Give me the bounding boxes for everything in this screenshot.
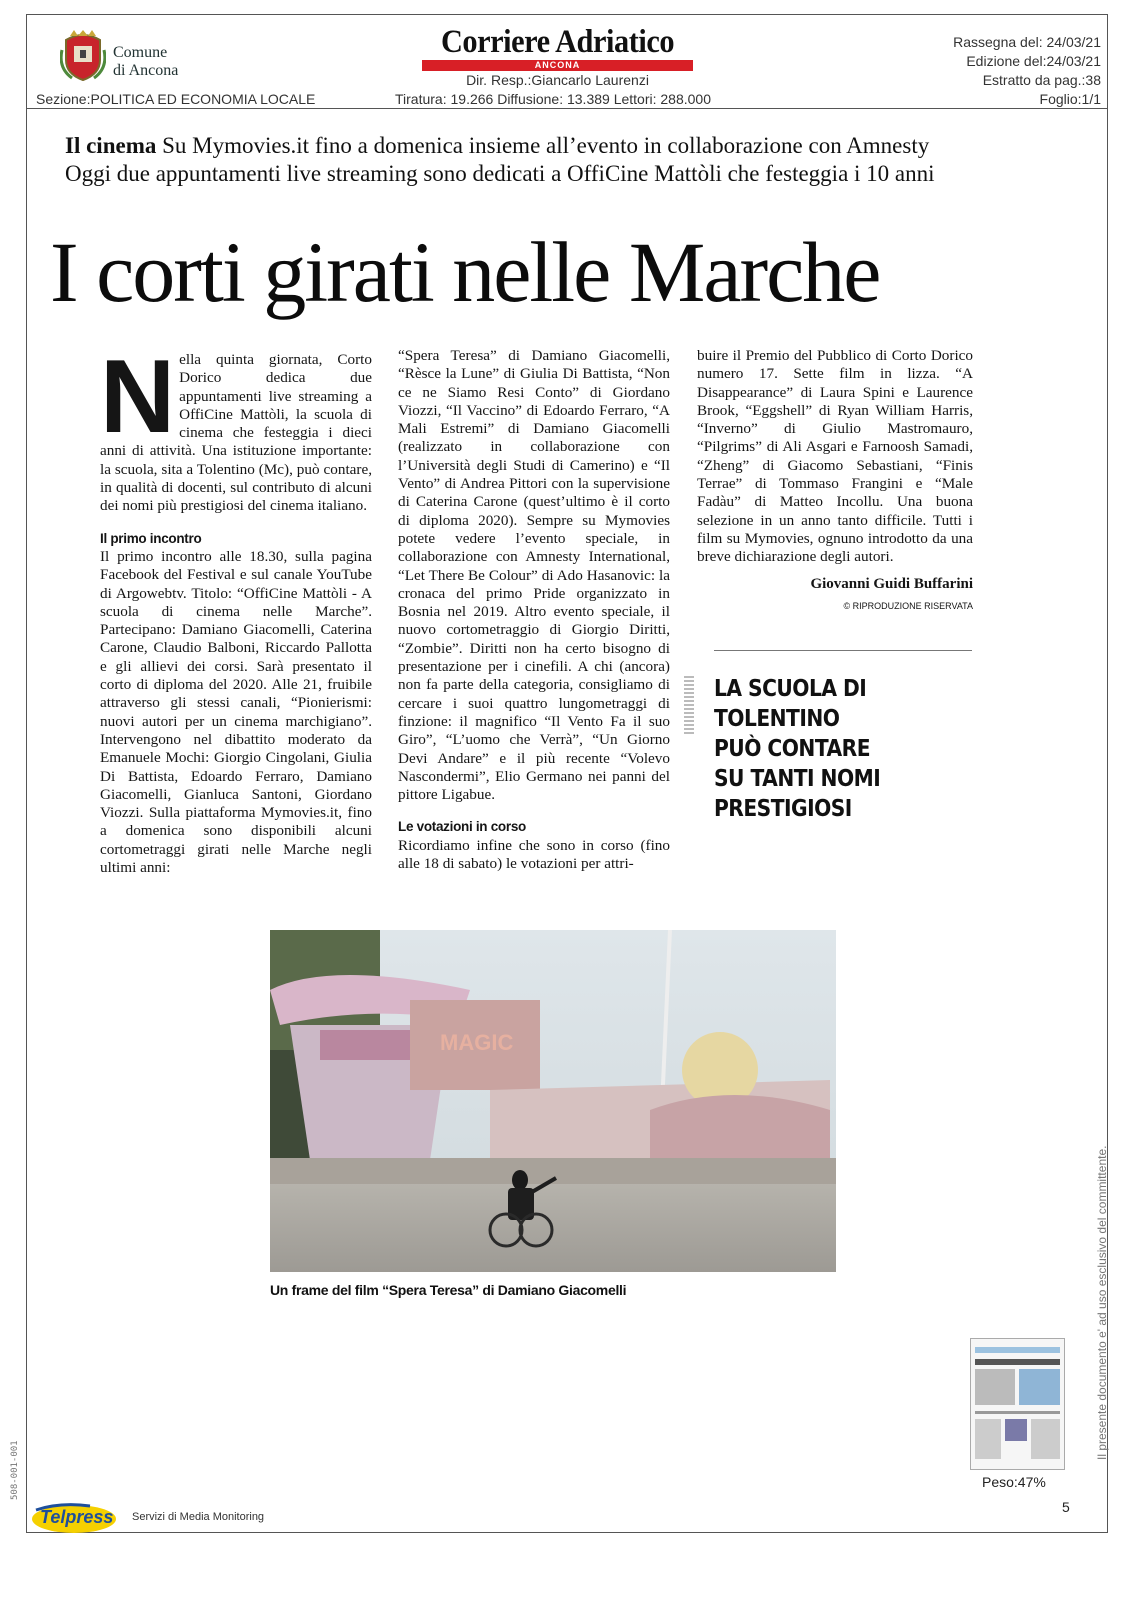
film-frame-photo	[270, 930, 836, 1272]
estratto-page: Estratto da pag.:38	[982, 72, 1101, 88]
section-label: Sezione:POLITICA ED ECONOMIA LOCALE	[36, 91, 316, 107]
article-column-3	[697, 347, 973, 615]
svg-text:MAGIC: MAGIC	[440, 1030, 514, 1055]
col1-intro: ella quinta giornata, Corto Dorico dedica due appuntamenti live streaming a OffiCine Mattòli, la scuola di cinema che festeggia i dieci anni di attività. Una istituzione importante: la scuola, sita a Tolentino (Mc), può contare, in qualità di docenti, sul contributo di alcuni dei nomi più prestigiosi del cinema italiano.	[100, 351, 372, 515]
col3-body: buire il Premio del Pubblico di Corto Dorico numero 17. Sette film in lizza. “A Disappearance” di Laura Spini e Laurence Brook, “Eggshell” di Ryan William Harris, “Inverno” di Giulio Mastromauro, “Pilgrims” di Ali Asgari e Farnoosh Samadi, “Zheng” di Giacomo Sebastiani, “Finis Terrae” di Tommaso Frangini e “Male Fadàu” di Matteo Incollu. Una buona selezione in un anno tanto difficile. Tutti i film su Mymovies, ognuno introdotto da una breve dichiarazione degli autori.	[697, 347, 973, 566]
subheading-votazioni: Le votazioni in corso	[398, 819, 526, 835]
editor-label: Dir. Resp.:Giancarlo Laurenzi	[466, 72, 649, 88]
masthead-city: ANCONA	[422, 60, 693, 71]
photo-credit-mark	[684, 676, 694, 736]
kicker-line1: Su Mymovies.it fino a domenica insieme all’evento in collaborazione con Amnesty	[156, 133, 930, 158]
kicker-bold: Il cinema	[65, 133, 157, 158]
pullquote-divider	[714, 650, 972, 651]
comune-label: Comune di Ancona	[113, 44, 179, 79]
headline: I corti girati nelle Marche	[50, 224, 880, 320]
author-byline: Giovanni Guidi Buffarini	[810, 575, 973, 592]
article-column-1	[100, 339, 372, 877]
edizione-date: Edizione del:24/03/21	[966, 53, 1101, 69]
telpress-wordmark: Telpress	[40, 1507, 114, 1527]
drop-cap: N	[100, 339, 172, 455]
exclusive-use-note: Il presente documento e' ad uso esclusivo del committente.	[1095, 1145, 1109, 1460]
header-separator	[26, 108, 1108, 109]
document-code: 508-001-001	[10, 1440, 20, 1500]
article-column-2	[398, 347, 670, 873]
peso-label: Peso:47%	[982, 1474, 1046, 1490]
circulation-label: Tiratura: 19.266 Diffusione: 13.389 Lettori: 288.000	[395, 91, 711, 107]
foglio-count: Foglio:1/1	[1039, 91, 1101, 107]
pullquote: LA SCUOLA DI TOLENTINO PUÒ CONTARE SU TANTI NOMI PRESTIGIOSI	[714, 676, 881, 822]
subheading-primo-incontro: Il primo incontro	[100, 530, 202, 546]
page-thumbnail	[970, 1338, 1065, 1470]
media-monitoring-label: Servizi di Media Monitoring	[132, 1511, 265, 1523]
masthead	[420, 24, 695, 71]
col2-end: Ricordiamo infine che sono in corso (fino alle 18 di sabato) le votazioni per attri-	[398, 836, 670, 873]
kicker-line2: Oggi due appuntamenti live streaming sono dedicati a OffiCine Mattòli che festeggia i 10 anni	[65, 161, 935, 186]
ancona-crest-icon	[60, 30, 106, 82]
masthead-title: Corriere Adriatico	[440, 24, 675, 60]
press-review-meta	[953, 33, 1101, 109]
photo-caption: Un frame del film “Spera Teresa” di Damiano Giacomelli	[270, 1282, 627, 1298]
rassegna-date: Rassegna del: 24/03/21	[953, 34, 1101, 50]
col2-body: “Spera Teresa” di Damiano Giacomelli, “Rèsce la Lune” di Giulia Di Battista, “Non ce ne Siamo Resi Conto” di Giordano Viozzi, “Il Vaccino” di Edoardo Ferraro, “A Mali Estremi” di Damiano Giacomelli (realizzato in collaborazione con l’Università degli Studi di Camerino) e “Il Vento” di Andrea Pittori con la supervisione di Caterina Carone (quest’ultimo è il corto di diploma 2020). Sempre su Mymovies potete vedere l’evento speciale, in collaborazione con Amnesty International, “Let There Be Colour” di Ado Hasanovic: la cronaca del primo Pride organizzato in Bosnia nel 2019. Altro evento speciale, il nuovo cortometraggio di Giorgio Diritti, “Zombie”. Diritti non ha certo bisogno di presentazione per i cinefili. A chi (ancora) non fa parte della categoria, consigliamo di cercare i suoi quattro lungometraggi di finzione: il magnifico “Il Vento Fa il suo Giro”, “L’uomo che Verrà”, “Un Giorno Devi Andare” e il più recente “Volevo Nascondermi”, Elio Germano nei panni del pittore Ligabue.	[398, 347, 670, 804]
page-number: 5	[1062, 1499, 1070, 1515]
rights-notice: © RIPRODUZIONE RISERVATA	[843, 600, 973, 611]
kicker	[65, 132, 1075, 188]
col1-body: Il primo incontro alle 18.30, sulla pagina Facebook del Festival e sul canale YouTube di Argowebtv. Titolo: “OffiCine Mattòli - A scuola di cinema nelle Marche”. Partecipano: Damiano Giacomelli, Caterina Carone, Claudio Balboni, Riccardo Pallotta e gli allievi dei corsi. Sarà presentato il corto di diploma del 2020. Alle 21, fruibile attraverso gli stessi canali, “Pionierismi: nuovi autori per un cinema marchigiano”. Intervengono nel dibattito moderato da Emanuele Mochi: Giorgio Cingolani, Giulia Di Battista, Edoardo Ferraro, Damiano Giacomelli, Gianluca Santoni, Giordano Viozzi. Sulla piattaforma Mymovies.it, fino a domenica sono disponibili alcuni cortometraggi girati nelle Marche negli ultimi anni:	[100, 547, 372, 877]
